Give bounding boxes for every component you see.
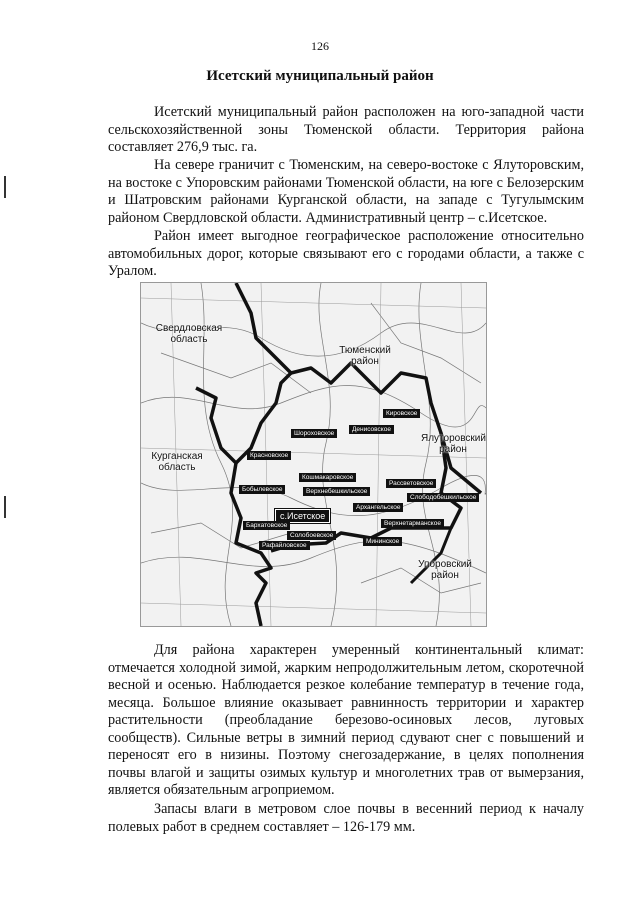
settlement-rassvetovskoe: Рассветовское [386, 479, 436, 488]
settlement-solobobovskoe: Солобоевское [287, 531, 336, 540]
settlement-rafailovskoe: Рафайловское [259, 541, 310, 550]
map-label-sverdlovsk: Свердловская область [155, 323, 223, 345]
settlement-denisovskoe: Денисовское [349, 425, 394, 434]
page-number: 126 [311, 39, 329, 53]
settlement-minino: Мининское [363, 537, 402, 546]
settlement-shorokhovskoe: Шороховское [291, 429, 337, 438]
map-label-tyumen: Тюменский район [339, 345, 391, 367]
settlement-kolmakovskoe: Кошмакаровское [299, 473, 356, 482]
paragraph-moisture: Запасы влаги в метровом слое почвы в весенний период к началу полевых работ в среднем составляет – 126-179 мм. [108, 801, 584, 835]
settlement-kirovskoe: Кировское [383, 409, 420, 418]
settlement-slobodobeshkilskoe: Слободобешкильское [407, 493, 479, 502]
settlement-isetskoe: с.Исетское [275, 509, 330, 523]
paragraph-location: Исетский муниципальный район расположен на юго-западной части сельскохозяйственной зоны Тюменской области. Территория района составляет 276,9 тыс. га. [108, 104, 584, 155]
left-margin-mark [4, 496, 6, 518]
map-label-uporovo: Упоровский район [418, 559, 472, 581]
settlement-barkhatovskoe: Бархатовское [243, 521, 290, 530]
map-label-kurgan: Курганская область [151, 451, 203, 473]
settlement-bobylevskoe: Бобылевское [239, 485, 285, 494]
paragraph-climate: Для района характерен умеренный континентальный климат: отмечается холодной зимой, жарким непродолжительным летом, скоротечной весной и осенью. Наблюдается резкое колебание температур в течение года, месяца. Большое влияние оказывает равнинность территории и характер растительности (преобладание березово-осиновых лесов, луговых сообществ). Сильные ветры в зимний период сдувают снег с повышений и переносят его в низины. Поэтому снегозадержание, в целях пополнения почвы влагой и защиты озимых культур и многолетних трав от вымерзания, является обязательным агроприемом. [108, 642, 584, 798]
paragraph-borders: На севере граничит с Тюменским, на северо-востоке с Ялуторовским, на востоке с Упоровским районами Тюменской области, на юге с Белозерским и Шатровским районами Курганской области, на западе с Тугулымским районом Свердловской области. Административный центр – с.Исетское. [108, 157, 584, 226]
settlement-verkhnebeshkilskoe: Верхнебешкильское [303, 487, 370, 496]
left-margin-mark [4, 176, 6, 198]
settlement-arkhangelskoe: Архангельское [353, 503, 403, 512]
paragraph-roads: Район имеет выгодное географическое расположение относительно автомобильных дорог, которые связывают его с городами области, а также с Уралом. [108, 228, 584, 279]
map-label-yalutorovsk: Ялуторовский район [421, 433, 486, 455]
page-title: Исетский муниципальный район [206, 68, 434, 84]
settlement-verkhnetarmanskoe: Верхнетарманское [381, 519, 444, 528]
settlement-krasnovskoe: Красновское [247, 451, 291, 460]
district-map [140, 282, 487, 627]
